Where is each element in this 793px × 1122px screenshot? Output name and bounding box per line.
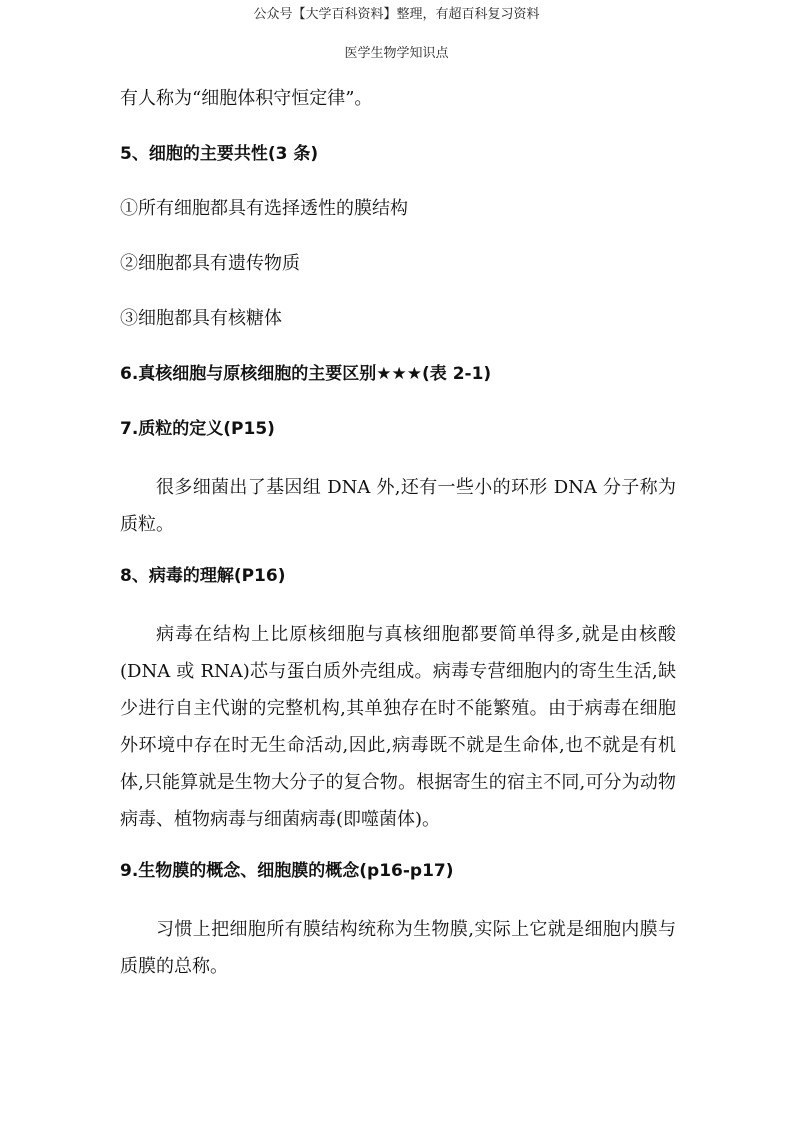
section-6-heading: 6.真核细胞与原核细胞的主要区别★★★(表 2-1) xyxy=(120,364,492,384)
section-5-item-3: ③细胞都具有核糖体 xyxy=(120,308,282,329)
section-5-heading: 5、细胞的主要共性(3 条) xyxy=(120,144,319,164)
document-body xyxy=(120,84,676,1003)
section-5-item-1: ①所有细胞都具有选择透性的膜结构 xyxy=(120,198,408,219)
section-5-item-2: ②细胞都具有遗传物质 xyxy=(120,253,300,274)
page-subtitle: 医学生物学知识点 xyxy=(344,46,449,61)
section-8-heading: 8、病毒的理解(P16) xyxy=(120,566,286,586)
section-7-body: 很多细菌出了基因组 DNA 外,还有一些小的环形 DNA 分子称为质粒。 xyxy=(120,477,676,535)
section-9-heading: 9.生物膜的概念、细胞膜的概念(p16-p17) xyxy=(120,861,454,881)
intro-text: 有人称为“细胞体积守恒定律”。 xyxy=(120,88,373,109)
page-header-banner: 公众号【大学百科资料】整理，有超百科复习资料 xyxy=(253,7,540,22)
section-7-heading: 7.质粒的定义(P15) xyxy=(120,419,275,439)
section-8-body: 病毒在结构上比原核细胞与真核细胞都要简单得多,就是由核酸(DNA 或 RNA)芯与蛋白质外壳组成。病毒专营细胞内的寄生生活,缺少进行自主代谢的完整机构,其单独存在时不能繁殖。由于病毒在细胞外环境中存在时无生命活动,因此,病毒既不就是生命体,也不就是有机体,只能算就是生物大分子的复合物。根据寄生的宿主不同,可分为动物病毒、植物病毒与细菌病毒(即噬菌体)。 xyxy=(120,624,676,830)
section-9-body: 习惯上把细胞所有膜结构统称为生物膜,实际上它就是细胞内膜与质膜的总称。 xyxy=(120,919,676,977)
